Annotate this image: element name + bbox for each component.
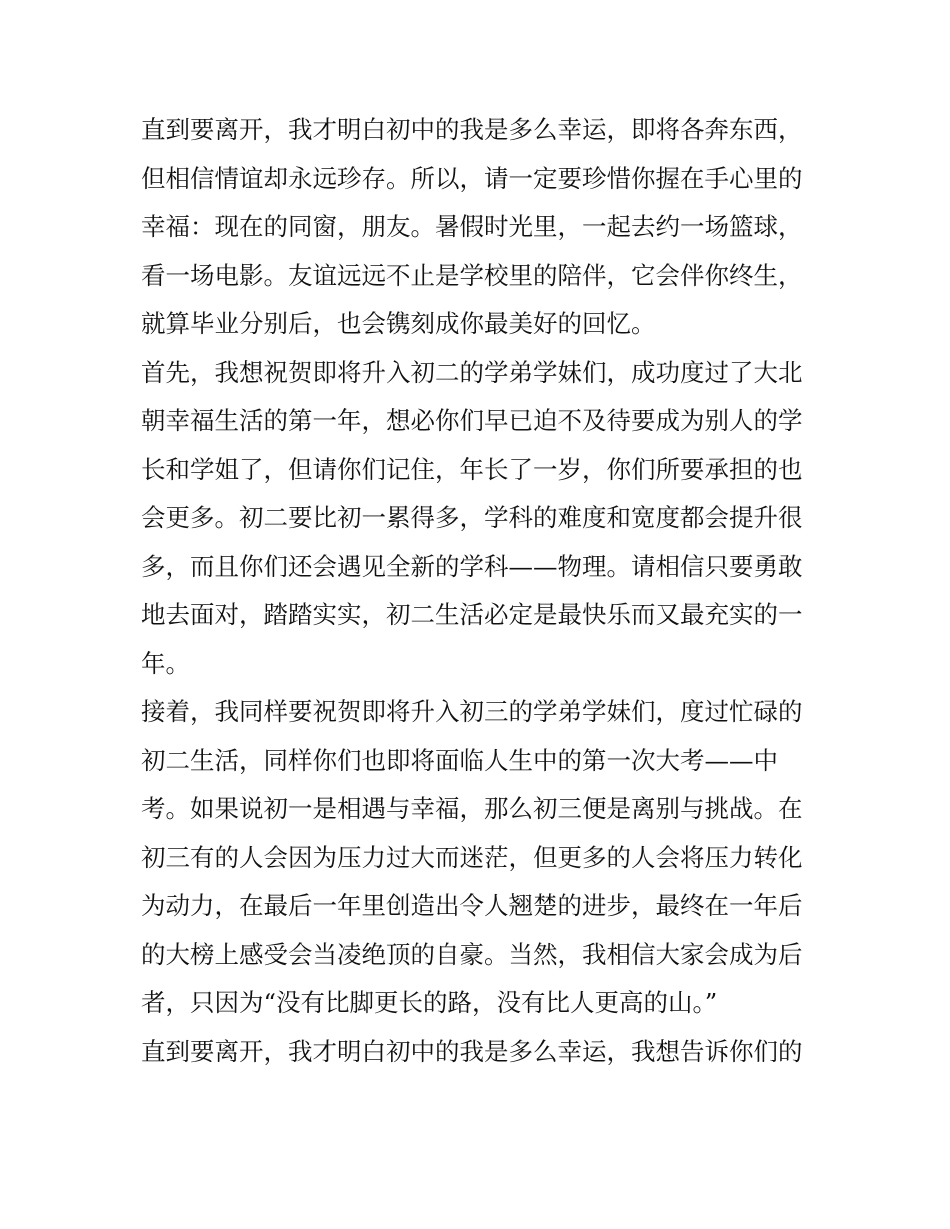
text-line: 地去面对，踏踏实实，初二生活必定是最快乐而又最充实的一	[141, 600, 803, 629]
text-line: 者，只因为“没有比脚更长的路，没有比人更高的山。”	[141, 988, 718, 1017]
document-body	[141, 106, 821, 1076]
text-line: 会更多。初二要比初一累得多，学科的难度和宽度都会提升很	[141, 503, 803, 532]
text-line: 接着，我同样要祝贺即将升入初三的学弟学妹们，度过忙碌的	[141, 697, 803, 726]
text-line: 直到要离开，我才明白初中的我是多么幸运，即将各奔东西，	[141, 115, 803, 144]
text-line: 但相信情谊却永远珍存。所以，请一定要珍惜你握在手心里的	[141, 163, 803, 193]
text-line: 直到要离开，我才明白初中的我是多么幸运，我想告诉你们的	[141, 1036, 803, 1066]
text-line: 朝幸福生活的第一年，想必你们早已迫不及待要成为别人的学	[141, 406, 803, 435]
text-line: 多，而且你们还会遇见全新的学科——物理。请相信只要勇敢	[141, 551, 803, 581]
text-line: 年。	[141, 648, 190, 678]
text-line: 长和学姐了，但请你们记住，年长了一岁，你们所要承担的也	[141, 454, 803, 484]
text-line: 的大榜上感受会当凌绝顶的自豪。当然，我相信大家会成为后	[141, 939, 803, 969]
text-line: 就算毕业分别后，也会镌刻成你最美好的回忆。	[141, 309, 656, 338]
text-line: 初二生活，同样你们也即将面临人生中的第一次大考——中	[141, 745, 778, 775]
text-line: 看一场电影。友谊远远不止是学校里的陪伴，它会伴你终生，	[141, 260, 803, 290]
text-line: 幸福：现在的同窗，朋友。暑假时光里，一起去约一场篮球，	[141, 212, 803, 241]
text-line: 为动力，在最后一年里创造出令人翘楚的进步，最终在一年后	[141, 891, 803, 920]
text-line: 首先，我想祝贺即将升入初二的学弟学妹们，成功度过了大北	[141, 357, 803, 387]
text-line: 考。如果说初一是相遇与幸福，那么初三便是离别与挑战。在	[141, 794, 803, 823]
text-line: 初三有的人会因为压力过大而迷茫，但更多的人会将压力转化	[141, 842, 803, 872]
